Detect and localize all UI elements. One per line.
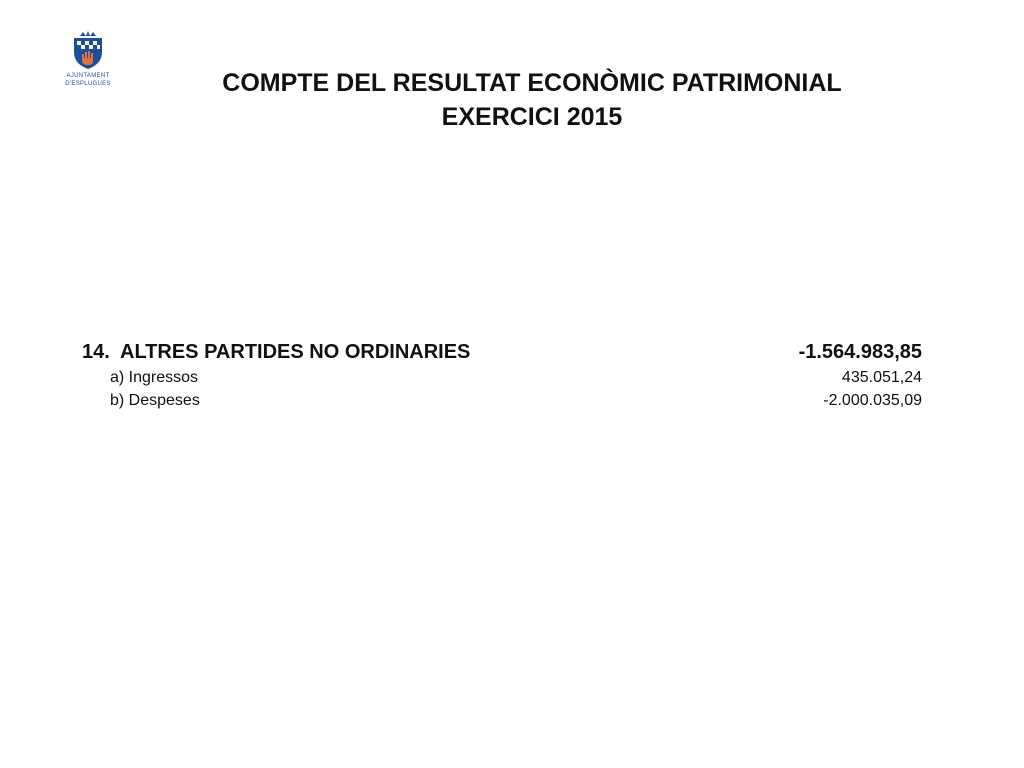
page-title [0, 66, 1024, 134]
section-title: ALTRES PARTIDES NO ORDINARIES [120, 341, 471, 363]
section-total: -1.564.983,85 [798, 341, 922, 363]
title-line-1: COMPTE DEL RESULTAT ECONÒMIC PATRIMONIAL [222, 69, 842, 97]
line-item-label: a) Ingressos [110, 369, 199, 386]
coat-of-arms-icon [68, 30, 108, 70]
line-item-value: -2.000.035,09 [823, 392, 922, 409]
account-section [82, 338, 922, 412]
logo-line-2: D'ESPLUGUES [65, 81, 111, 87]
line-item-row [82, 366, 922, 389]
logo-line-1: AJUNTAMENT [66, 73, 110, 79]
section-heading-row [82, 338, 922, 366]
line-item-label: b) Despeses [110, 392, 200, 409]
line-item-value: 435.051,24 [841, 369, 922, 386]
title-line-2: EXERCICI 2015 [441, 103, 623, 131]
line-item-row [82, 389, 922, 412]
section-number: 14. [82, 341, 110, 363]
section-heading [82, 338, 470, 366]
